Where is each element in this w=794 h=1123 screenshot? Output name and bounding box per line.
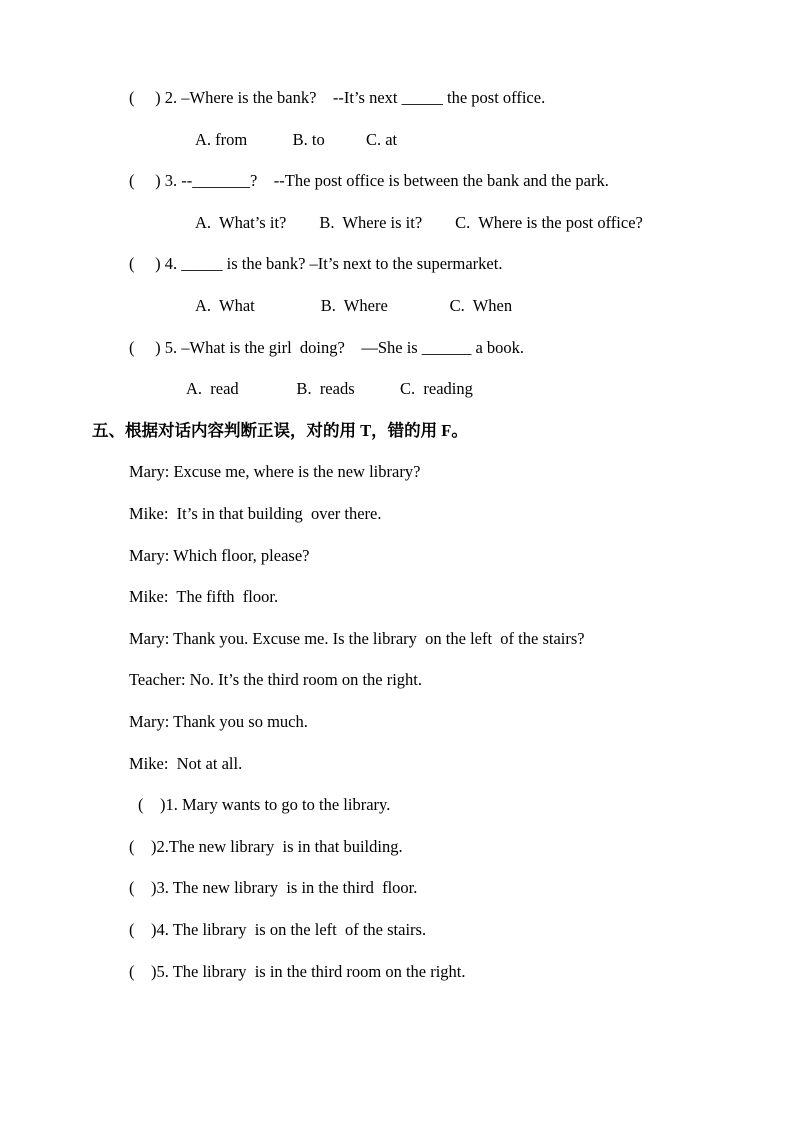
dialogue-line-4: Mike: The fifth floor. xyxy=(129,587,279,606)
question-4-stem: ( ) 4. _____ is the bank? –It’s next to the supermarket. xyxy=(129,254,503,273)
section-five-heading: 五、根据对话内容判断正误，对的用 T，错的用 F。 xyxy=(92,421,468,440)
judgment-1: ( )1. Mary wants to go to the library. xyxy=(138,795,391,814)
question-2-stem: ( ) 2. –Where is the bank? --It’s next _____ the post office. xyxy=(129,88,546,107)
judgment-4: ( )4. The library is on the left of the stairs. xyxy=(129,920,427,939)
question-4-options: A. What B. Where C. When xyxy=(195,296,513,315)
dialogue-line-6: Teacher: No. It’s the third room on the right. xyxy=(129,670,423,689)
dialogue-line-1: Mary: Excuse me, where is the new library? xyxy=(129,462,421,481)
judgment-3: ( )3. The new library is in the third floor. xyxy=(129,878,418,897)
question-5-options: A. read B. reads C. reading xyxy=(186,379,473,398)
dialogue-line-3: Mary: Which floor, please? xyxy=(129,546,310,565)
question-3-options: A. What’s it? B. Where is it? C. Where is the post office? xyxy=(195,213,643,232)
judgment-2: ( )2.The new library is in that building. xyxy=(129,837,403,856)
dialogue-line-5: Mary: Thank you. Excuse me. Is the library on the left of the stairs? xyxy=(129,629,585,648)
question-5-stem: ( ) 5. –What is the girl doing? —She is ______ a book. xyxy=(129,338,525,357)
dialogue-line-7: Mary: Thank you so much. xyxy=(129,712,308,731)
question-2-options: A. from B. to C. at xyxy=(195,130,398,149)
dialogue-line-2: Mike: It’s in that building over there. xyxy=(129,504,382,523)
judgment-5: ( )5. The library is in the third room on the right. xyxy=(129,962,466,981)
dialogue-line-8: Mike: Not at all. xyxy=(129,754,243,773)
question-3-stem: ( ) 3. --_______? --The post office is between the bank and the park. xyxy=(129,171,609,190)
